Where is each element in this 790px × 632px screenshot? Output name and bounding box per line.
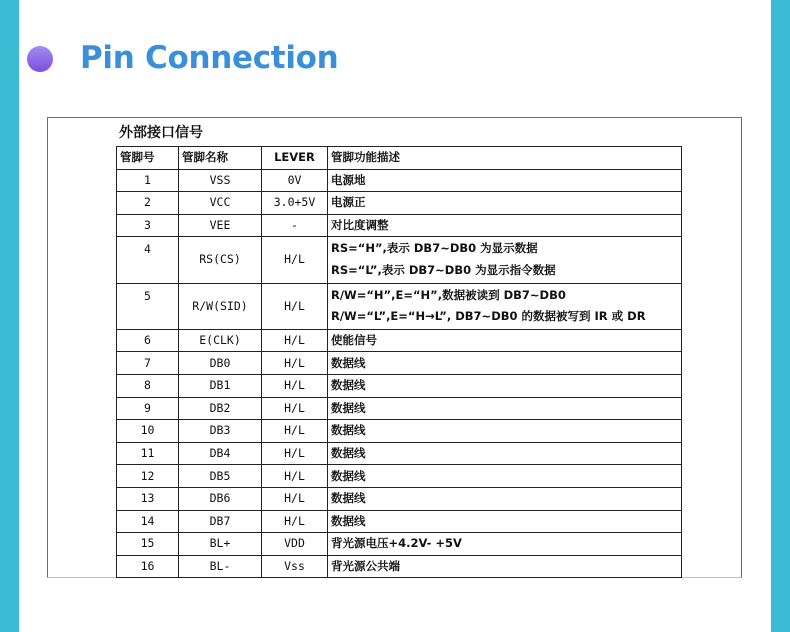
table-row [117, 510, 682, 533]
header-function: 管脚功能描述 [328, 147, 682, 170]
function-cell: 数据线 [328, 510, 682, 533]
pin-name-cell: RS(CS) [179, 237, 262, 283]
pin-name-cell: VSS [179, 169, 262, 192]
pin-number-cell: 4 [117, 237, 179, 283]
header-pin-name: 管脚名称 [179, 147, 262, 170]
pin-name-cell: DB7 [179, 510, 262, 533]
function-line: R/W=“L”,E=“H→L”, DB7~DB0 的数据被写到 IR 或 DR [331, 309, 646, 324]
function-cell: 电源正 [328, 192, 682, 215]
section-title: 外部接口信号 [119, 125, 203, 141]
pin-name-cell: DB3 [179, 420, 262, 443]
function-cell [328, 237, 682, 283]
level-cell: H/L [262, 397, 328, 420]
pin-number-cell: 5 [117, 283, 179, 329]
pin-number-cell: 6 [117, 329, 179, 352]
function-cell: 电源地 [328, 169, 682, 192]
table-row [117, 533, 682, 556]
level-cell: H/L [262, 352, 328, 375]
pin-name-cell: DB2 [179, 397, 262, 420]
level-cell: H/L [262, 420, 328, 443]
title-bullet-icon [27, 46, 53, 72]
function-cell: 数据线 [328, 420, 682, 443]
level-cell: H/L [262, 465, 328, 488]
pin-number-cell: 2 [117, 192, 179, 215]
header-level: LEVER [262, 147, 328, 170]
pin-name-cell: R/W(SID) [179, 283, 262, 329]
table-row [117, 352, 682, 375]
pin-number-cell: 13 [117, 487, 179, 510]
pin-number-cell: 12 [117, 465, 179, 488]
pin-table-body [117, 169, 682, 578]
function-cell: 数据线 [328, 397, 682, 420]
pin-number-cell: 10 [117, 420, 179, 443]
pin-name-cell: DB5 [179, 465, 262, 488]
level-cell: H/L [262, 487, 328, 510]
function-cell: 数据线 [328, 374, 682, 397]
table-header-row [117, 147, 682, 170]
pin-number-cell: 7 [117, 352, 179, 375]
table-row [117, 237, 682, 283]
level-cell: VDD [262, 533, 328, 556]
pin-name-cell: BL- [179, 555, 262, 578]
level-cell: 3.0+5V [262, 192, 328, 215]
level-cell: H/L [262, 237, 328, 283]
table-row [117, 555, 682, 578]
function-cell: 数据线 [328, 465, 682, 488]
pin-number-cell: 1 [117, 169, 179, 192]
page-title: Pin Connection [80, 40, 339, 76]
function-cell: 对比度调整 [328, 214, 682, 237]
function-cell: 背光源电压+4.2V- +5V [328, 533, 682, 556]
level-cell: Vss [262, 555, 328, 578]
pin-number-cell: 16 [117, 555, 179, 578]
table-row [117, 169, 682, 192]
function-cell: 数据线 [328, 352, 682, 375]
function-cell [328, 283, 682, 329]
table-row [117, 214, 682, 237]
pin-number-cell: 8 [117, 374, 179, 397]
pin-number-cell: 14 [117, 510, 179, 533]
level-cell: H/L [262, 329, 328, 352]
function-cell: 数据线 [328, 442, 682, 465]
header-pin-number: 管脚号 [117, 147, 179, 170]
level-cell: H/L [262, 510, 328, 533]
pin-name-cell: BL+ [179, 533, 262, 556]
table-row [117, 329, 682, 352]
function-line: RS=“H”,表示 DB7~DB0 为显示数据 [331, 241, 538, 256]
pin-number-cell: 15 [117, 533, 179, 556]
table-row [117, 465, 682, 488]
pin-name-cell: VCC [179, 192, 262, 215]
pin-name-cell: DB1 [179, 374, 262, 397]
function-line: R/W=“H”,E=“H”,数据被读到 DB7~DB0 [331, 287, 566, 302]
pin-number-cell: 11 [117, 442, 179, 465]
level-cell: H/L [262, 283, 328, 329]
table-row [117, 487, 682, 510]
function-cell: 背光源公共端 [328, 555, 682, 578]
pin-name-cell: DB6 [179, 487, 262, 510]
table-row [117, 374, 682, 397]
function-line: RS=“L”,表示 DB7~DB0 为显示指令数据 [331, 262, 556, 277]
right-accent-bar [771, 0, 790, 632]
table-row [117, 420, 682, 443]
pin-name-cell: DB4 [179, 442, 262, 465]
pin-name-cell: DB0 [179, 352, 262, 375]
pin-name-cell: VEE [179, 214, 262, 237]
level-cell: 0V [262, 169, 328, 192]
level-cell: H/L [262, 442, 328, 465]
level-cell: - [262, 214, 328, 237]
pin-name-cell: E(CLK) [179, 329, 262, 352]
table-row [117, 192, 682, 215]
function-cell: 数据线 [328, 487, 682, 510]
level-cell: H/L [262, 374, 328, 397]
table-row [117, 283, 682, 329]
pin-number-cell: 3 [117, 214, 179, 237]
pin-number-cell: 9 [117, 397, 179, 420]
left-accent-bar [0, 0, 19, 632]
function-cell: 使能信号 [328, 329, 682, 352]
table-row [117, 442, 682, 465]
pin-table [116, 146, 682, 578]
table-row [117, 397, 682, 420]
